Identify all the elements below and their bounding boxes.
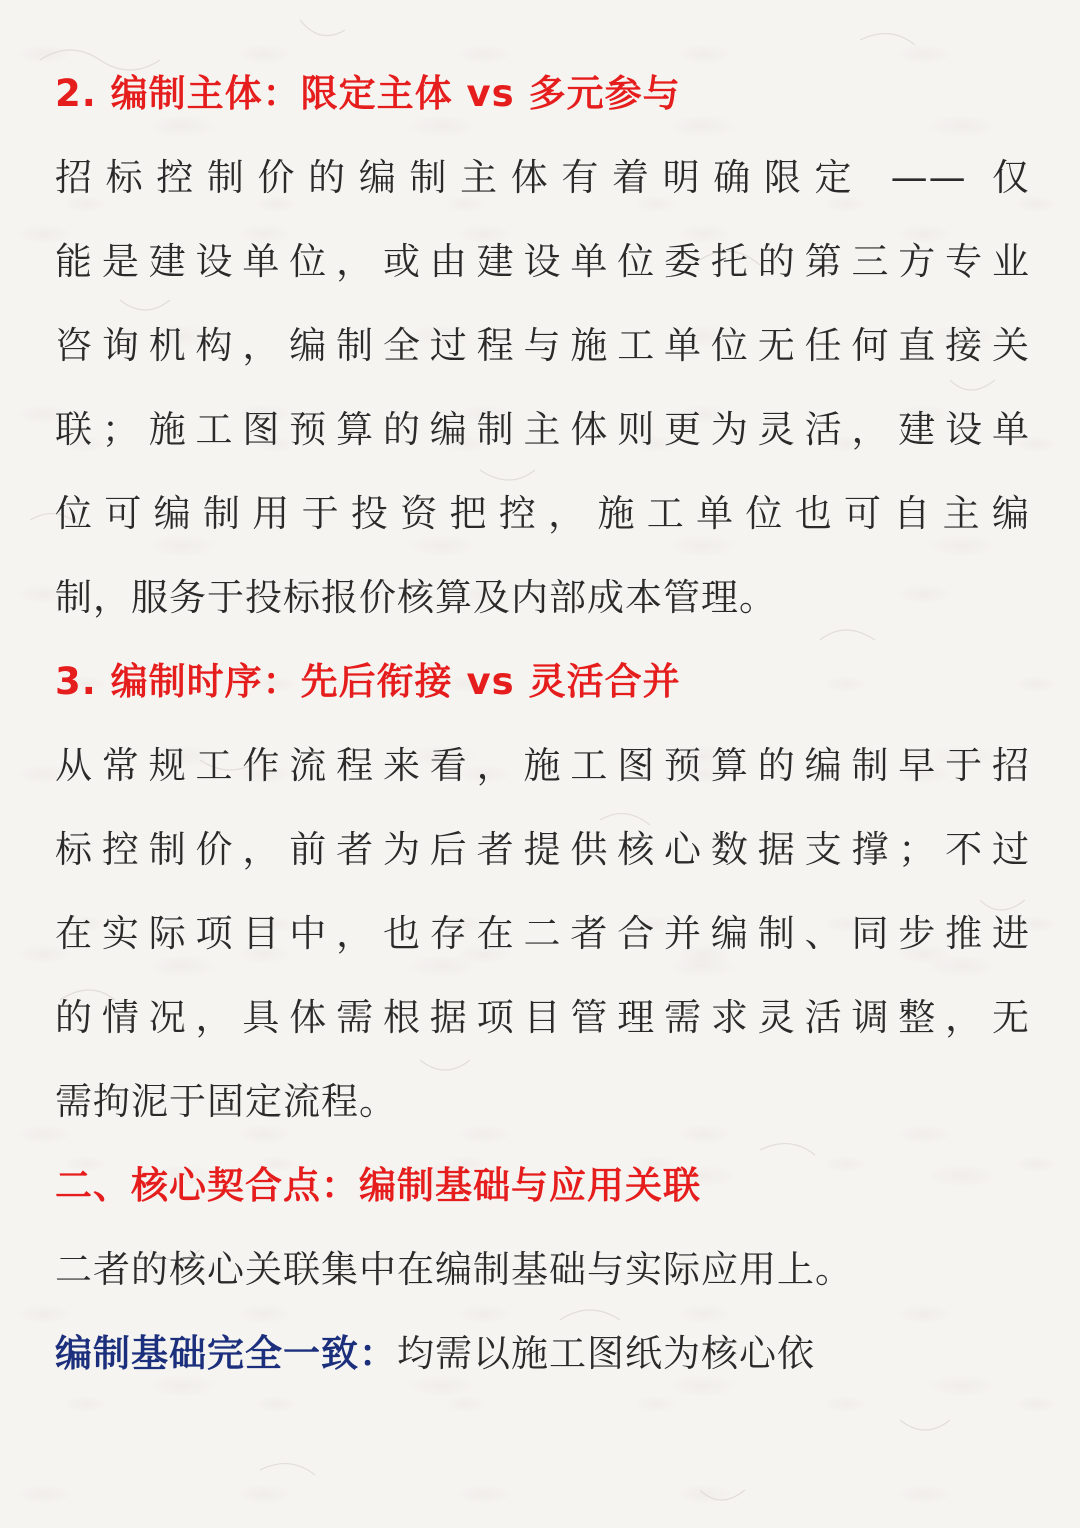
section-3-line: 从常规工作流程来看，施工图预算的编制早于招 (55, 744, 1030, 787)
section-2-line: 咨询机构，编制全过程与施工单位无任何直接关 (55, 324, 1030, 367)
section-3-line: 的情况，具体需根据项目管理需求灵活调整，无 (55, 996, 1030, 1039)
core-point-label: 编制基础完全一致： (55, 1332, 397, 1375)
section-2-line: 能是建设单位，或由建设单位委托的第三方专业 (55, 240, 1030, 283)
section-3-line: 需拘泥于固定流程。 (55, 1080, 397, 1123)
core-point (55, 1312, 1030, 1396)
document-page (55, 52, 1030, 1396)
section-2-line: 位可编制用于投资把控，施工单位也可自主编 (55, 492, 1030, 535)
section-3-line: 在实际项目中，也存在二者合并编制、同步推进 (55, 912, 1030, 955)
section-2-heading: 2. 编制主体：限定主体 vs 多元参与 (55, 72, 681, 115)
core-intro: 二者的核心关联集中在编制基础与实际应用上。 (55, 1248, 853, 1291)
section-3-line: 标控制价，前者为后者提供核心数据支撑；不过 (55, 828, 1030, 871)
section-3-heading: 3. 编制时序：先后衔接 vs 灵活合并 (55, 660, 681, 703)
core-heading: 二、核心契合点：编制基础与应用关联 (55, 1164, 701, 1207)
core-point-text: 均需以施工图纸为核心依 (397, 1332, 815, 1375)
section-2-line: 联；施工图预算的编制主体则更为灵活，建设单 (55, 408, 1030, 451)
section-2-line: 招标控制价的编制主体有着明确限定 —— 仅 (55, 156, 1030, 199)
section-2-line: 制，服务于投标报价核算及内部成本管理。 (55, 576, 777, 619)
